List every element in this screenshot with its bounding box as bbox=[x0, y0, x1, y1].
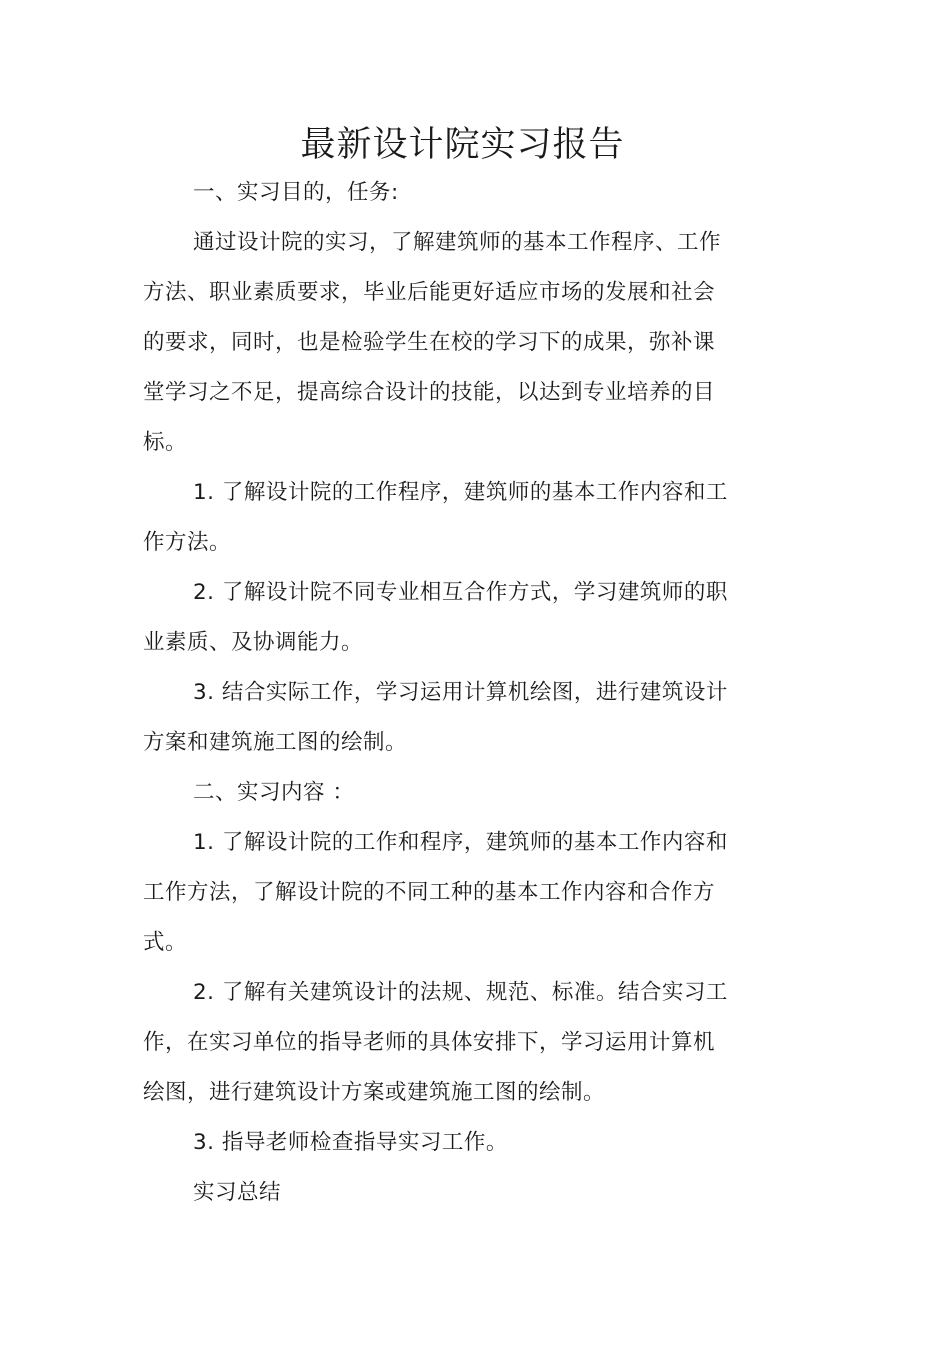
text-line: 作，在实习单位的指导老师的具体安排下，学习运用计算机 bbox=[143, 1030, 716, 1055]
text-line: 方案和建筑施工图的绘制。 bbox=[143, 730, 408, 755]
text-line: 方法、职业素质要求，毕业后能更好适应市场的发展和社会 bbox=[143, 280, 716, 305]
text-line: 2. 了解设计院不同专业相互合作方式，学习建筑师的职 bbox=[193, 580, 728, 605]
text-line: 1. 了解设计院的工作程序，建筑师的基本工作内容和工 bbox=[193, 480, 728, 505]
document-title: 最新设计院实习报告 bbox=[300, 125, 625, 165]
text-line: 工作方法，了解设计院的不同工种的基本工作内容和合作方 bbox=[143, 880, 716, 905]
text-line: 标。 bbox=[143, 430, 188, 455]
text-line: 2. 了解有关建筑设计的法规、规范、标准。结合实习工 bbox=[193, 980, 728, 1005]
text-line: 一、实习目的，任务: bbox=[193, 180, 399, 205]
text-line: 实习总结 bbox=[193, 1180, 282, 1205]
text-line: 二、实习内容 ： bbox=[193, 780, 355, 805]
text-line: 堂学习之不足，提高综合设计的技能，以达到专业培养的目 bbox=[143, 380, 716, 405]
text-line: 3. 结合实际工作，学习运用计算机绘图，进行建筑设计 bbox=[193, 680, 728, 705]
text-line: 通过设计院的实习，了解建筑师的基本工作程序、工作 bbox=[193, 230, 722, 255]
text-line: 式。 bbox=[143, 930, 188, 955]
text-line: 1. 了解设计院的工作和程序，建筑师的基本工作内容和 bbox=[193, 830, 728, 855]
text-line: 3. 指导老师检查指导实习工作。 bbox=[193, 1130, 508, 1155]
text-line: 业素质、及协调能力。 bbox=[143, 630, 364, 655]
text-line: 作方法。 bbox=[143, 530, 232, 555]
text-line: 的要求，同时，也是检验学生在校的学习下的成果，弥补课 bbox=[143, 330, 716, 355]
text-line: 绘图，进行建筑设计方案或建筑施工图的绘制。 bbox=[143, 1080, 606, 1105]
document-body bbox=[143, 168, 753, 1218]
